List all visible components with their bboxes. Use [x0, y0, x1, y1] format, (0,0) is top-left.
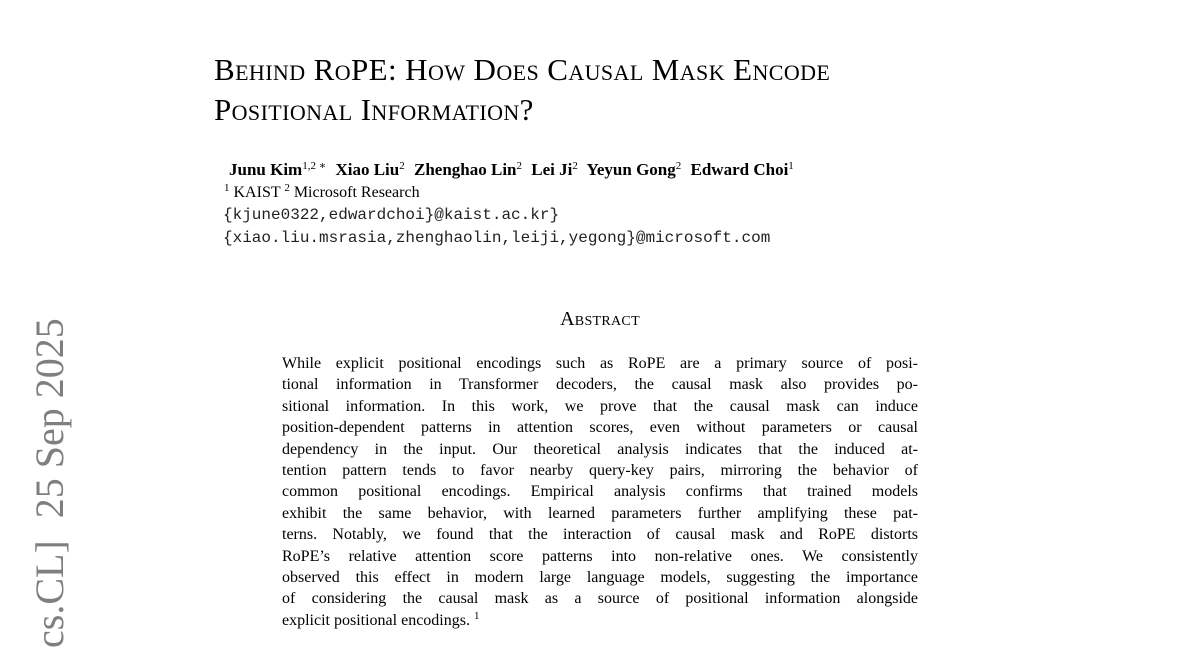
email-line-microsoft[interactable]: {xiao.liu.msrasia,zhenghaolin,leiji,yegong}@microsoft.com [223, 229, 771, 247]
abstract-line: of considering the causal mask as a source of positional information alongside [282, 590, 918, 608]
title-line-1: Behind RoPE: How Does Causal Mask Encode [214, 52, 831, 87]
arxiv-date: 25 Sep 2025 [27, 318, 72, 519]
abstract-line-last: explicit positional encodings. $^1$ [282, 609, 480, 629]
abstract-line: exhibit the same behavior, with learned parameters further amplifying these pat- [282, 504, 918, 522]
arxiv-category: cs.CL] [27, 540, 72, 648]
affiliation-kaist: KAIST [233, 184, 281, 201]
author-item: Zhenghao Lin$^2$ [414, 160, 523, 179]
author-list [229, 160, 799, 180]
affiliation-microsoft: Microsoft Research [293, 184, 420, 201]
abstract-line: dependency in the input. Our theoretical analysis indicates that the induced at- [282, 440, 918, 458]
abstract-line: While explicit positional encodings such as RoPE are a primary source of posi- [282, 355, 918, 372]
author-item: Lei Ji$^2$ [531, 160, 578, 179]
abstract-line: tention pattern tends to favor nearby query-key pairs, mirroring the behavior of [282, 462, 918, 480]
email-line-kaist[interactable]: {kjune0322,edwardchoi}@kaist.ac.kr} [223, 206, 560, 224]
author-item: Junu Kim$^{1,2 ∗}$ [229, 160, 327, 179]
paper-title [214, 50, 1114, 130]
abstract-line: common positional encodings. Empirical analysis confirms that trained models [282, 483, 918, 501]
abstract-line: sitional information. In this work, we prove that the causal mask can induce [282, 397, 918, 415]
abstract-heading: Abstract [560, 308, 640, 330]
arxiv-side-stamp [28, 296, 72, 648]
affiliations: $^1$ KAIST $^2$ Microsoft Research [224, 182, 420, 201]
abstract-line: RoPE’s relative attention score patterns into non-relative ones. We consistently [282, 547, 918, 565]
abstract-line: tional information in Transformer decoders, the causal mask also provides po- [282, 376, 918, 394]
footnote-mark[interactable]: 1 [473, 609, 480, 622]
author-item: Xiao Liu$^2$ [335, 160, 405, 179]
abstract-line: observed this effect in modern large language models, suggesting the importance [282, 569, 918, 587]
author-item: Yeyun Gong$^2$ [586, 160, 682, 179]
abstract-line: position-dependent patterns in attention scores, even without parameters or causal [282, 419, 918, 437]
abstract-body [282, 353, 918, 631]
abstract-line: terns. Notably, we found that the interaction of causal mask and RoPE distorts [282, 526, 918, 544]
author-item: Edward Choi$^1$ [690, 160, 794, 179]
title-line-2: Positional Information? [214, 92, 534, 127]
